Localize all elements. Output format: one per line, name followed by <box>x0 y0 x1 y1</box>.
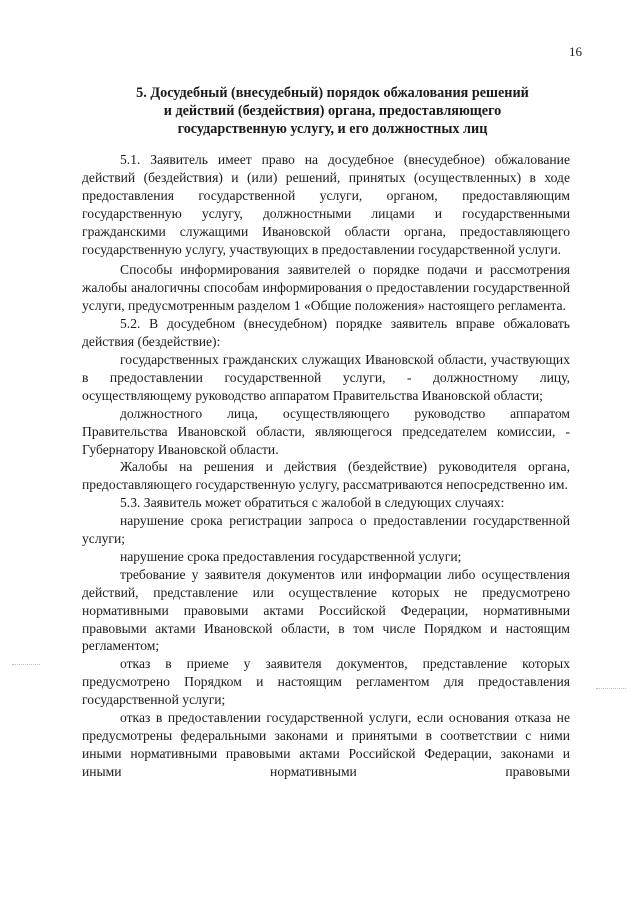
paragraph-5-3: 5.3. Заявитель может обратиться с жалобой в следующих случаях: <box>120 495 505 511</box>
section-title-line: и действий (бездействия) органа, предоставляющего <box>163 103 502 119</box>
list-item-service-refusal: отказ в предоставлении государственной услуги, если основания отказа не предусмотрены федеральными законами и принятыми в соответствии с ними иными нормативными правовыми актами Российской Федерации, законами и иными нормативными правовыми <box>82 710 570 779</box>
document-body <box>82 151 570 781</box>
scan-artifact-left <box>12 664 40 666</box>
section-title-line: 5. Досудебный (внесудебный) порядок обжалования решений <box>136 85 529 101</box>
list-item-document-demand: требование у заявителя документов или информации либо осуществления действий, представление или осуществление которых не предусмотрено нормативными правовыми актами Российской Федерации, нормативными правовыми актами Ивановской области, в том числе Порядком и настоящим регламентом; <box>82 566 570 654</box>
list-item-acceptance-refusal: отказ в приеме у заявителя документов, представление которых предусмотрено Порядком и настоящим регламентом для предоставления государственной услуги; <box>82 656 570 708</box>
section-title <box>80 84 585 138</box>
section-title-line: государственную услугу, и его должностных лиц <box>177 121 488 137</box>
page-number: 16 <box>569 44 582 59</box>
list-item-deadline-violation: нарушение срока предоставления государственной услуги; <box>120 548 462 564</box>
list-item-registration-violation: нарушение срока регистрации запроса о предоставлении государственной услуги; <box>82 513 570 547</box>
paragraph-head-complaints: Жалобы на решения и действия (бездействие) руководителя органа, предоставляющего государственную услугу, рассматриваются непосредственно им. <box>82 459 570 493</box>
scan-artifact-right <box>596 688 626 690</box>
paragraph-5-1: 5.1. Заявитель имеет право на досудебное (внесудебное) обжалование действий (бездействия) и (или) решений, принятых (осуществленных) в ходе предоставления государственной услуги, органом, предоставляющим государственную услугу, должностными лицами и государственными гражданскими служащими Ивановской области органа, предоставляющего государственную услугу, участвующих в предоставлении государственной услуги. <box>82 152 570 257</box>
paragraph-official: должностного лица, осуществляющего руководство аппаратом Правительства Ивановской области, являющегося председателем комиссии, - Губернатору Ивановской области. <box>82 405 570 457</box>
paragraph-civil-servants: государственных гражданских служащих Ивановской области, участвующих в предоставлении государственной услуги, - должностному лицу, осуществляющему руководство аппаратом Правительства Ивановской области; <box>82 351 570 403</box>
paragraph-5-2: 5.2. В досудебном (внесудебном) порядке заявитель вправе обжаловать действия (бездействие): <box>82 316 570 350</box>
paragraph-info-methods: Способы информирования заявителей о порядке подачи и рассмотрения жалобы аналогичны способам информирования о предоставлении государственной услуги, предусмотренным разделом 1 «Общие положения» настоящего регламента. <box>82 262 570 314</box>
